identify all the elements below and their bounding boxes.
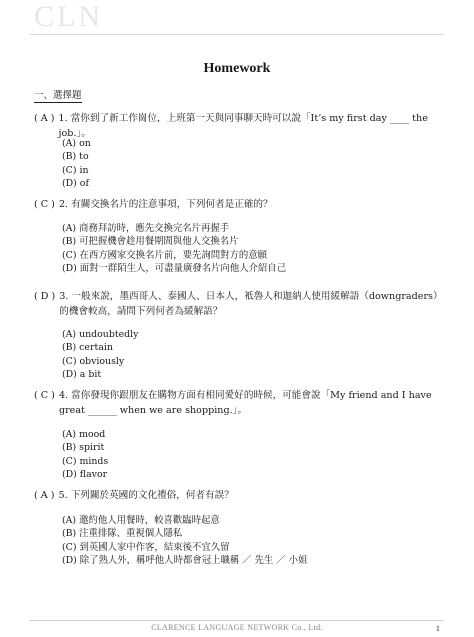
option: (B) certain bbox=[62, 342, 113, 354]
option: (B) to bbox=[62, 151, 89, 163]
options-list bbox=[62, 137, 91, 190]
answer-mark: ( A ) bbox=[34, 113, 55, 124]
option: (D) a bit bbox=[62, 368, 102, 380]
question-5 bbox=[34, 488, 444, 503]
option: (D) 除了熟人外，稱呼他人時都會冠上職稱 ／ 先生 ／ 小姐 bbox=[62, 554, 308, 566]
section-heading: 一、選擇題 bbox=[34, 87, 82, 103]
question-stem: 5. 下列關於英國的文化禮俗，何者有誤？ bbox=[58, 490, 234, 501]
question-4 bbox=[34, 388, 444, 418]
option: (C) minds bbox=[62, 455, 109, 467]
options-list bbox=[62, 514, 307, 567]
option: (A) mood bbox=[62, 429, 106, 440]
question-1 bbox=[34, 111, 444, 141]
option: (B) 可把握機會趁用餐期間與他人交換名片 bbox=[62, 236, 239, 248]
option: (C) obviously bbox=[62, 355, 125, 367]
answer-mark: ( A ) bbox=[34, 490, 55, 501]
option: (A) 商務拜訪時，應先交換完名片再握手 bbox=[62, 223, 230, 234]
option: (D) flavor bbox=[62, 468, 108, 480]
question-stem: 3. 一般來說，墨西哥人、泰國人、日本人，袛魯人和迦納人使用緩解語（downgraders）的機會較高，請問下列何者為緩解語？ bbox=[59, 291, 443, 317]
option: (A) 邀約他人用餐時，較喜歡臨時起意 bbox=[62, 515, 220, 526]
company-logo: CLN bbox=[34, 0, 103, 33]
question-stem: 2. 有關交換名片的注意事項，下列何者是正確的？ bbox=[58, 199, 273, 210]
answer-mark: ( C ) bbox=[34, 390, 55, 401]
footer-divider bbox=[30, 620, 444, 621]
question-2 bbox=[34, 197, 444, 212]
option: (C) 到英國人家中作客，結束後不宜久留 bbox=[62, 541, 230, 553]
option: (A) undoubtedly bbox=[62, 329, 139, 340]
options-list bbox=[62, 222, 286, 275]
option: (C) in bbox=[62, 164, 89, 176]
answer-mark: ( D ) bbox=[34, 291, 56, 302]
header-divider bbox=[30, 34, 444, 35]
option: (B) spirit bbox=[62, 442, 105, 454]
option: (C) 在西方國家交換名片前，要先詢問對方的意願 bbox=[62, 249, 267, 261]
footer-company: CLARENCE LANGUAGE NETWORK Co., Ltd. bbox=[151, 623, 323, 632]
option: (D) of bbox=[62, 177, 89, 189]
page-title: Homework bbox=[203, 61, 271, 76]
question-3 bbox=[34, 289, 444, 319]
option: (A) on bbox=[62, 138, 91, 149]
answer-mark: ( C ) bbox=[34, 199, 55, 210]
options-list bbox=[62, 328, 138, 381]
option: (D) 面對一群陌生人，可盡量廣發名片向他人介紹自己 bbox=[62, 262, 287, 274]
question-stem: 4. 當你發現你跟朋友在購物方面有相同愛好的時候，可能會說「My friend and I have great ______ when we are shopping.」。 bbox=[58, 390, 432, 416]
option: (B) 注重排隊、重視個人隱私 bbox=[62, 528, 183, 540]
page-number: 1 bbox=[435, 623, 440, 633]
question-stem: 1. 當你到了新工作崗位，上班第一天與同事聊天時可以說「It’s my first day ____ the job.」。 bbox=[58, 113, 428, 139]
options-list bbox=[62, 428, 108, 481]
